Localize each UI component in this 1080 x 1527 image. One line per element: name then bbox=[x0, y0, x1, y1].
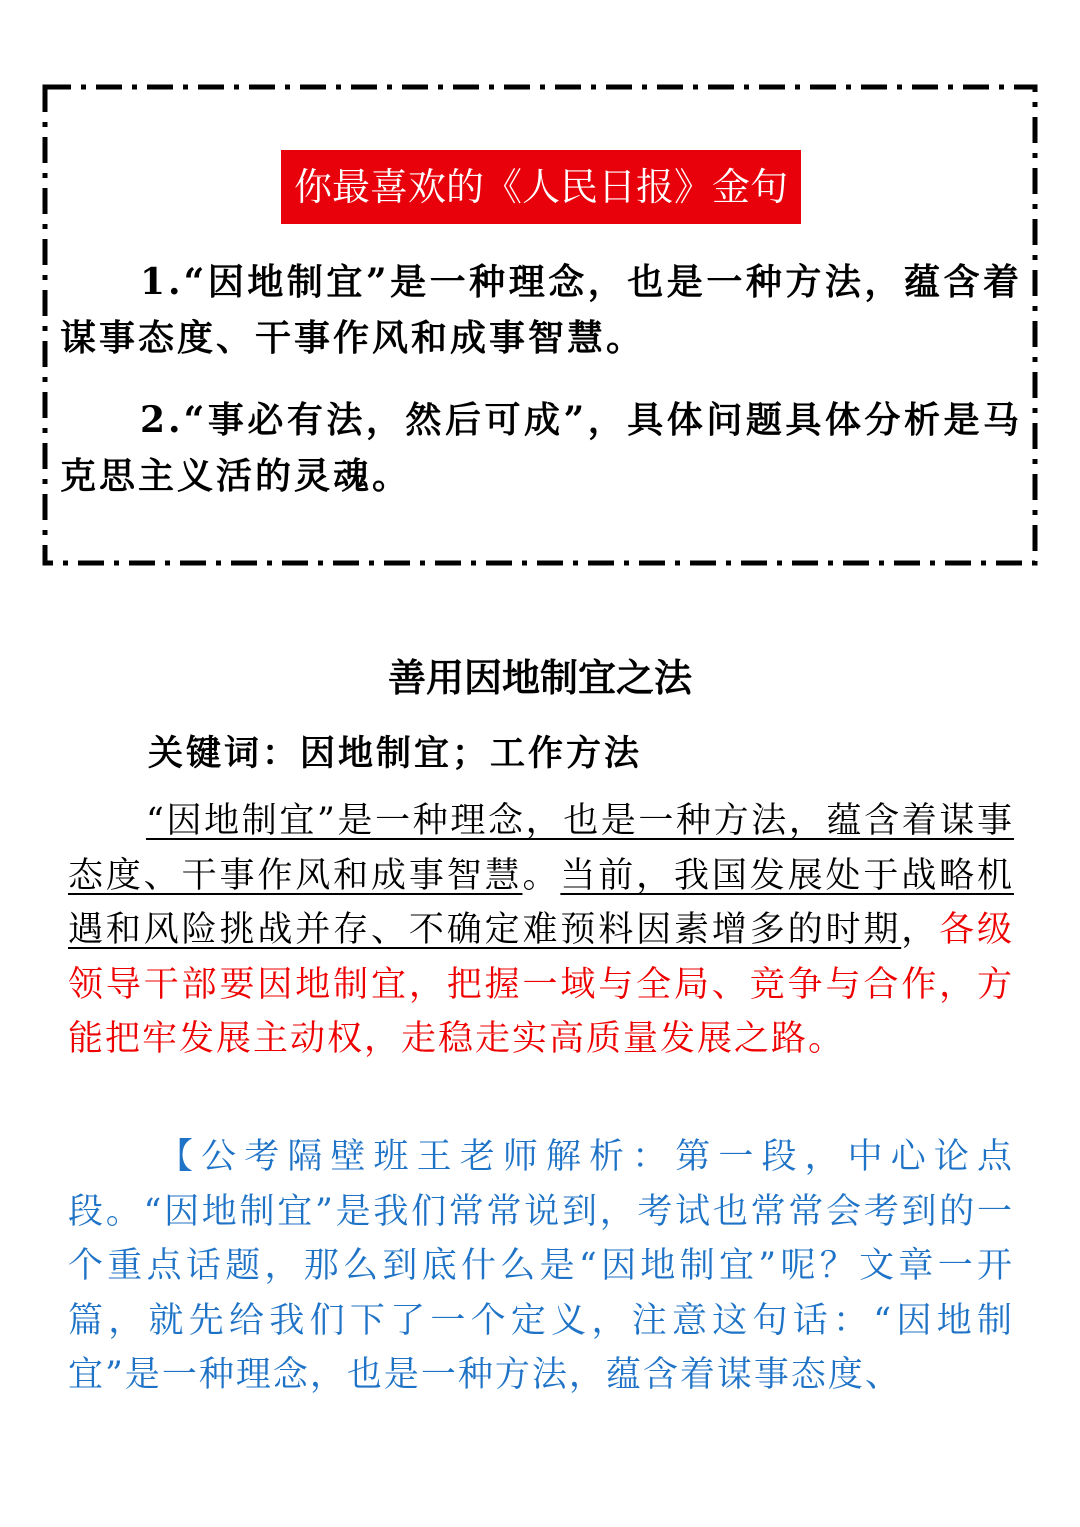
article-title: 善用因地制宜之法 bbox=[387, 655, 692, 700]
quote-box bbox=[42, 84, 1038, 566]
separator-a: 。 bbox=[522, 855, 561, 896]
quote-item-2: 2.“事必有法，然后可成”，具体问题具体分析是马克思主义活的灵魂。 bbox=[60, 399, 1022, 497]
separator-b: ， bbox=[901, 910, 940, 950]
keywords-line: 关键词：因地制宜；工作方法 bbox=[148, 733, 643, 774]
analysis-paragraph: 【公考隔壁班王老师解析：第一段，中心论点段。“因地制宜”是我们常常说到，考试也常常会考到的一个重点话题，那么到底什么是“因地制宜”呢？文章一开篇，就先给我们下了一个定义，注意这句话：“因地制宜”是一种理念，也是一种方法，蕴含着谋事态度、 bbox=[68, 1137, 1014, 1395]
red-thesis: 各级领导干部要因地制宜，把握一域与全局、竞争与合作，方能把牢发展主动权，走稳走实高质量发展之路。 bbox=[68, 910, 1014, 1059]
quote-item-1: 1.“因地制宜”是一种理念，也是一种方法，蕴含着谋事态度、干事作风和成事智慧。 bbox=[60, 261, 1022, 359]
quote-banner: 你最喜欢的《人民日报》金句 bbox=[281, 150, 801, 224]
underlined-definition: “因地制宜”是一种理念，也是一种方法，蕴含着谋事态度、干事作风和成事智慧 bbox=[68, 801, 1014, 896]
underlined-context: 当前，我国发展处于战略机遇和风险挑战并存、不确定难预料因素增多的时期 bbox=[68, 855, 1014, 950]
paragraph-1 bbox=[68, 794, 1014, 1067]
